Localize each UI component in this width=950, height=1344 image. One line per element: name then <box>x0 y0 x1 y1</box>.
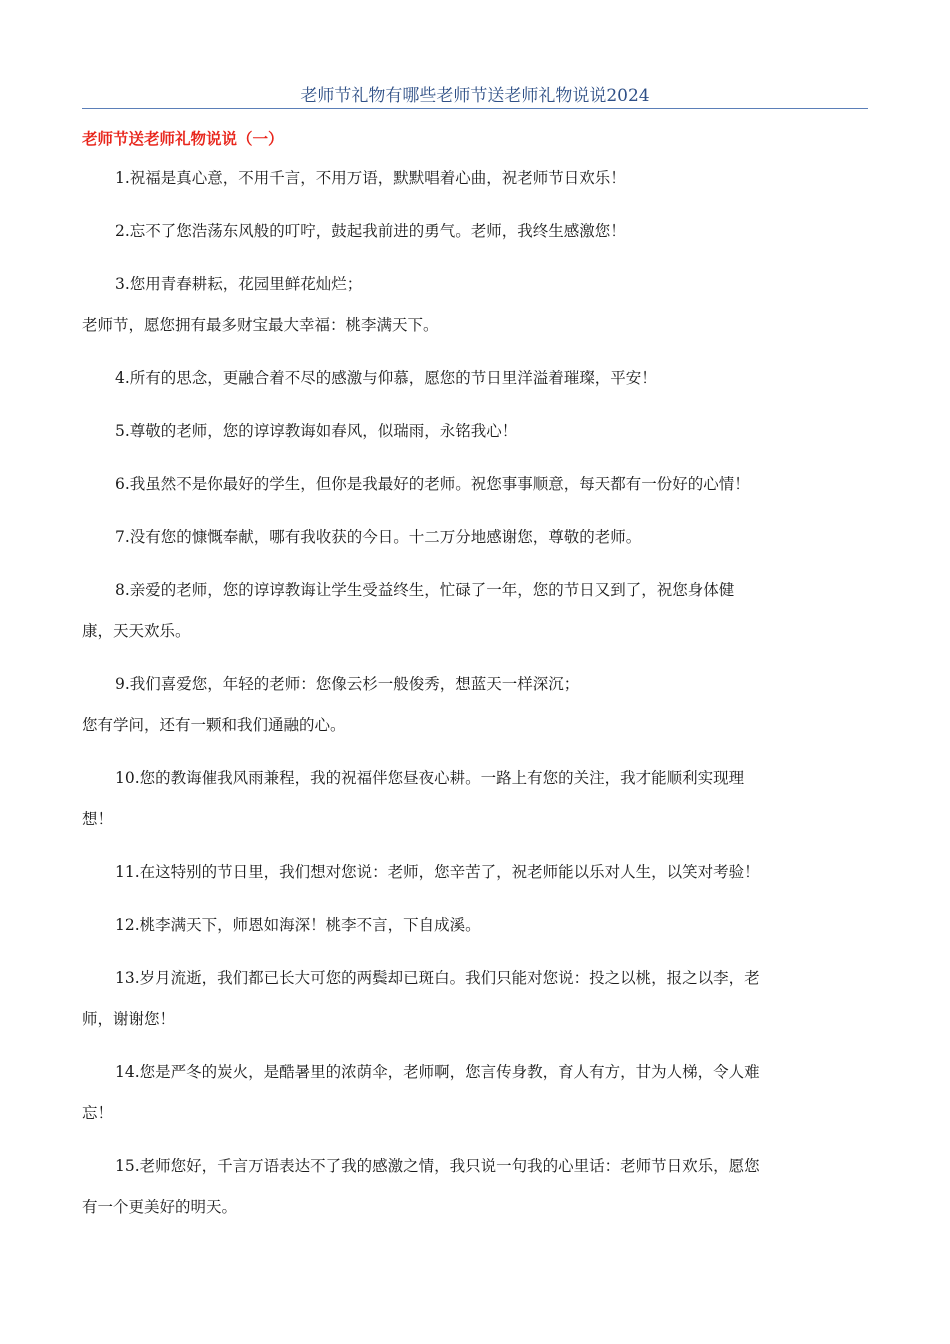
paragraph-line: 4.所有的思念，更融合着不尽的感激与仰慕，愿您的节日里洋溢着璀璨，平安！ <box>115 369 657 387</box>
paragraph-line: 6.我虽然不是你最好的学生，但你是我最好的老师。祝您事事顺意，每天都有一份好的心情！ <box>115 475 750 493</box>
article-body <box>82 158 868 1240</box>
paragraph-line: 您有学问，还有一颗和我们通融的心。 <box>82 716 346 734</box>
paragraph-line: 有一个更美好的明天。 <box>82 1198 238 1216</box>
paragraph <box>82 758 868 840</box>
paragraph-line: 14.您是严冬的炭火，是酷暑里的浓荫伞，老师啊，您言传身教，育人有方，甘为人梯，令人难 <box>115 1063 760 1081</box>
paragraph <box>82 664 868 746</box>
paragraph <box>82 958 868 1040</box>
header-divider <box>82 108 868 109</box>
paragraph-line: 11.在这特别的节日里，我们想对您说：老师，您辛苦了，祝老师能以乐对人生，以笑对考验！ <box>115 863 760 881</box>
paragraph <box>82 517 868 558</box>
paragraph-line: 13.岁月流逝，我们都已长大可您的两鬓却已斑白。我们只能对您说：投之以桃，报之以李，老 <box>115 969 760 987</box>
paragraph <box>82 158 868 199</box>
paragraph-line: 12.桃李满天下，师恩如海深！桃李不言，下自成溪。 <box>115 916 481 934</box>
paragraph-line: 康，天天欢乐。 <box>82 622 191 640</box>
paragraph-line: 8.亲爱的老师，您的谆谆教诲让学生受益终生，忙碌了一年，您的节日又到了，祝您身体健 <box>115 581 735 599</box>
paragraph <box>82 905 868 946</box>
paragraph <box>82 570 868 652</box>
paragraph-line: 忘！ <box>82 1104 114 1122</box>
paragraph <box>82 211 868 252</box>
paragraph-line: 老师节，愿您拥有最多财宝最大幸福：桃李满天下。 <box>82 316 439 334</box>
paragraph-line: 5.尊敬的老师，您的谆谆教诲如春风，似瑞雨，永铭我心！ <box>115 422 518 440</box>
paragraph <box>82 464 868 505</box>
paragraph-line: 15.老师您好，千言万语表达不了我的感激之情，我只说一句我的心里话：老师节日欢乐，愿您 <box>115 1157 760 1175</box>
section-title: 老师节送老师礼物说说（一） <box>82 130 284 148</box>
paragraph-line: 2.忘不了您浩荡东风般的叮咛，鼓起我前进的勇气。老师，我终生感激您！ <box>115 222 626 240</box>
paragraph <box>82 1146 868 1228</box>
paragraph <box>82 411 868 452</box>
paragraph-line: 1.祝福是真心意，不用千言，不用万语，默默唱着心曲，祝老师节日欢乐！ <box>115 169 626 187</box>
paragraph-line: 10.您的教诲催我风雨兼程，我的祝福伴您昼夜心耕。一路上有您的关注，我才能顺利实现理 <box>115 769 745 787</box>
paragraph <box>82 264 868 346</box>
paragraph <box>82 1052 868 1134</box>
paragraph-line: 9.我们喜爱您，年轻的老师：您像云杉一般俊秀，想蓝天一样深沉； <box>115 675 580 693</box>
paragraph-line: 想！ <box>82 810 114 828</box>
paragraph <box>82 358 868 399</box>
page-header-title: 老师节礼物有哪些老师节送老师礼物说说2024 <box>300 86 650 106</box>
paragraph-line: 7.没有您的慷慨奉献，哪有我收获的今日。十二万分地感谢您，尊敬的老师。 <box>115 528 642 546</box>
paragraph-line: 3.您用青春耕耘，花园里鲜花灿烂； <box>115 275 363 293</box>
paragraph <box>82 852 868 893</box>
paragraph-line: 师，谢谢您！ <box>82 1010 176 1028</box>
